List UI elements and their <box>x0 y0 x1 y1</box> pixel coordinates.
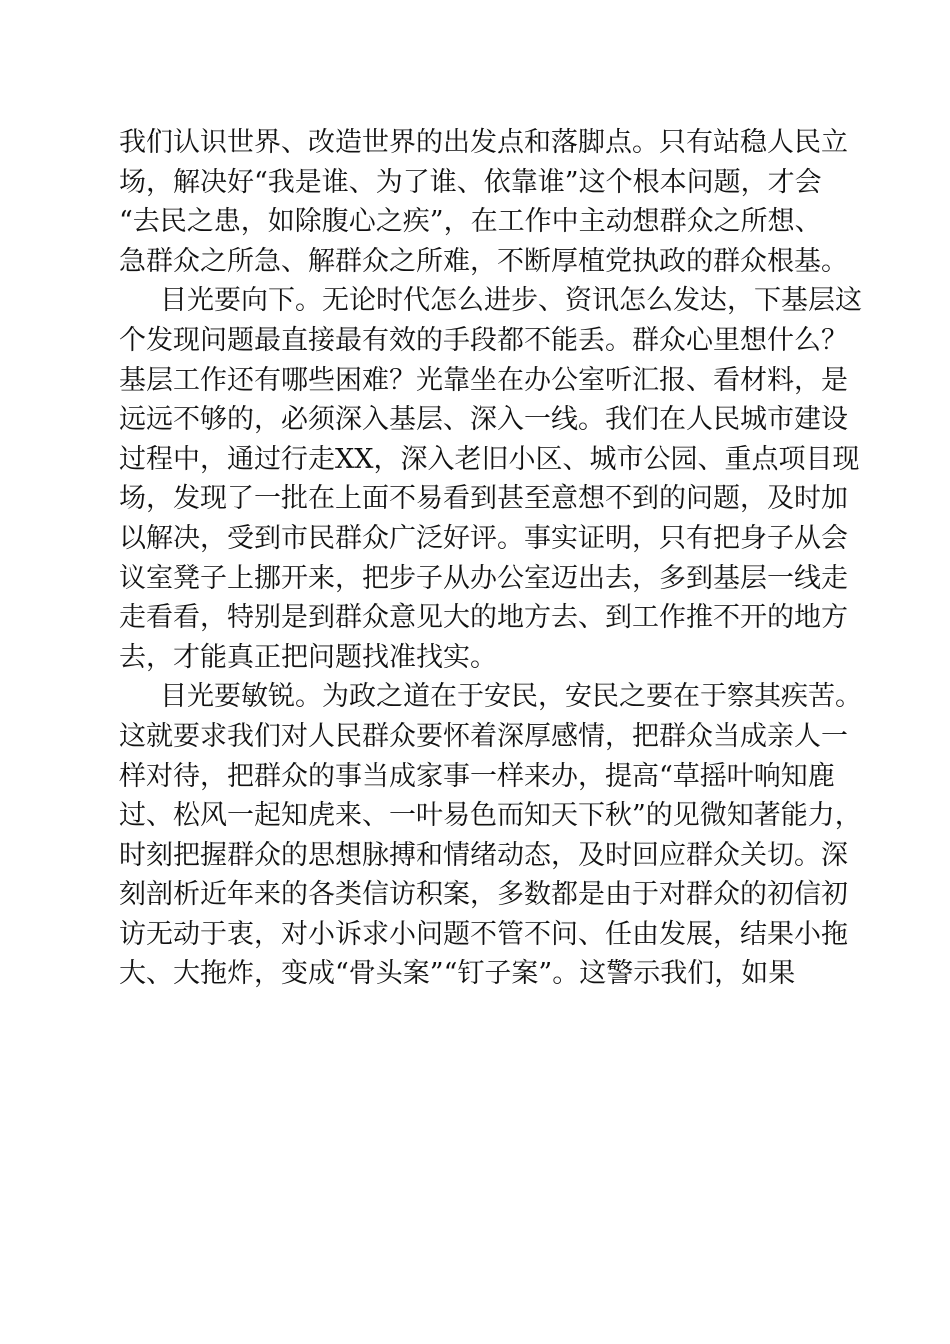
text-line: 样对待，把群众的事当成家事一样来办，提高“草摇叶响知鹿 <box>119 760 835 792</box>
text-line: 急群众之所急、解群众之所难，不断厚植党执政的群众根基。 <box>119 245 848 277</box>
text-line: 时刻把握群众的思想脉搏和情绪动态，及时回应群众关切。深 <box>119 839 848 871</box>
text-line: 基层工作还有哪些困难？光靠坐在办公室听汇报、看材料，是 <box>119 364 848 396</box>
paragraph-start-line: 目光要敏锐。为政之道在于安民，安民之要在于察其疾苦。 <box>160 681 862 713</box>
text-line: 过程中，通过行走XX，深入老旧小区、城市公园、重点项目现 <box>119 443 860 475</box>
text-line: 这就要求我们对人民群众要怀着深厚感情，把群众当成亲人一 <box>119 720 848 752</box>
text-line: 过、松风一起知虎来、一叶易色而知天下秋”的见微知著能力， <box>119 800 862 832</box>
text-line: 场，发现了一批在上面不易看到甚至意想不到的问题，及时加 <box>119 483 848 515</box>
text-line: 去，才能真正把问题找准找实。 <box>119 641 497 673</box>
text-line: 我们认识世界、改造世界的出发点和落脚点。只有站稳人民立 <box>119 127 848 158</box>
text-line: 场，解决好“我是谁、为了谁、依靠谁”这个根本问题，才会 <box>119 166 822 198</box>
text-line: 远远不够的，必须深入基层、深入一线。我们在人民城市建设 <box>119 404 848 436</box>
text-line: 个发现问题最直接最有效的手段都不能丢。群众心里想什么？ <box>119 324 848 356</box>
body-text <box>119 123 862 994</box>
text-line: 以解决，受到市民群众广泛好评。事实证明，只有把身子从会 <box>119 522 848 554</box>
paragraph-start-line: 目光要向下。无论时代怎么进步、资讯怎么发达，下基层这 <box>160 285 862 317</box>
text-line: 刻剖析近年来的各类信访积案，多数都是由于对群众的初信初 <box>119 879 848 911</box>
text-line: 走看看，特别是到群众意见大的地方去、到工作推不开的地方 <box>119 602 848 634</box>
text-line: 大、大拖炸，变成“骨头案”“钉子案”。这警示我们，如果 <box>119 958 796 990</box>
text-line: “去民之患，如除腹心之疾”，在工作中主动想群众之所想、 <box>119 206 822 238</box>
text-line: 议室凳子上挪开来，把步子从办公室迈出去，多到基层一线走 <box>119 562 848 594</box>
text-line: 访无动于衷，对小诉求小问题不管不问、任由发展，结果小拖 <box>119 918 848 950</box>
